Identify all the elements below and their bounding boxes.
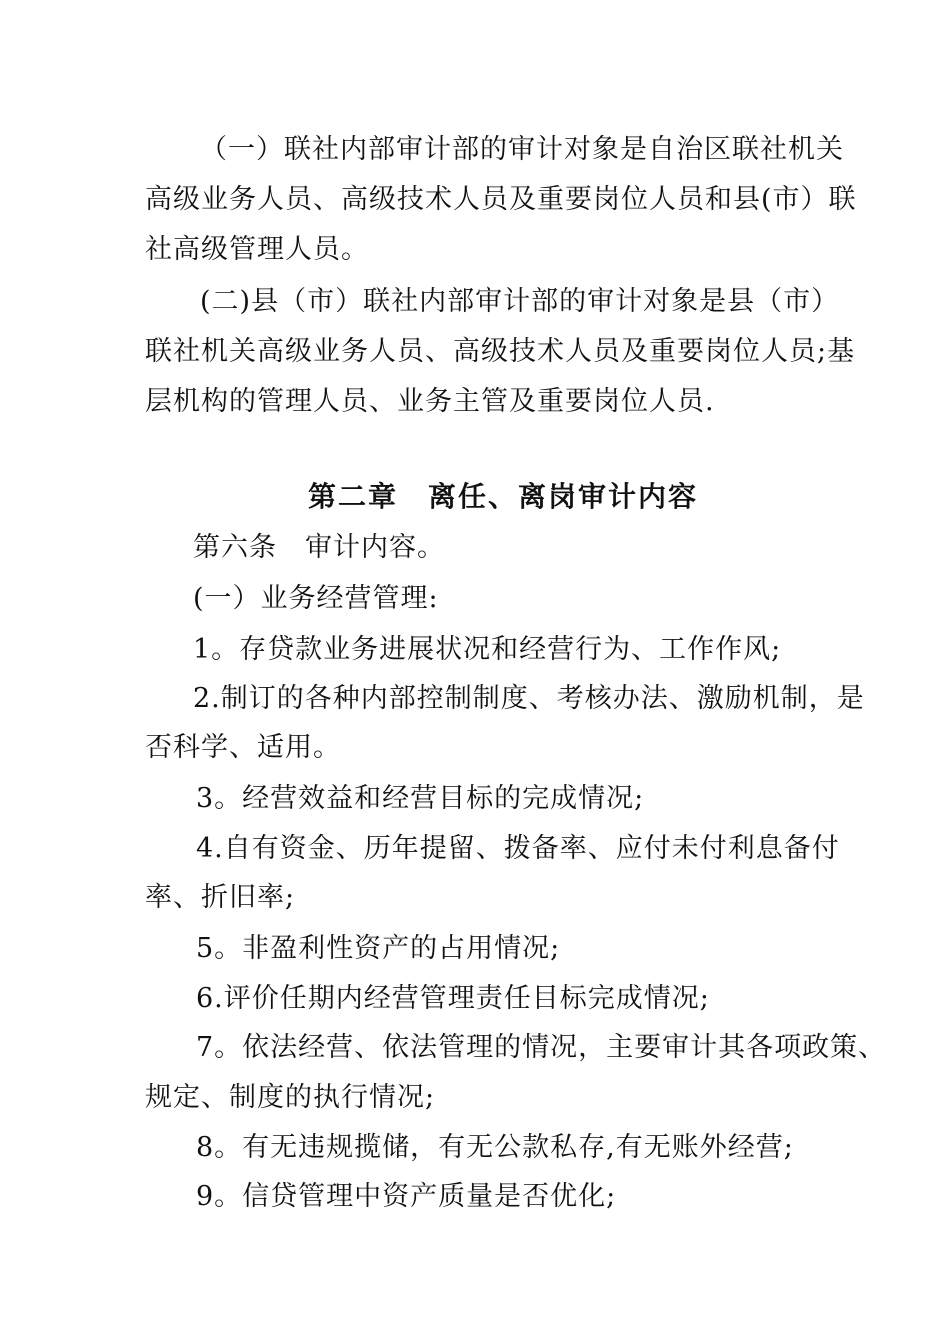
item-5 <box>0 924 950 974</box>
paragraph-1-line-3 <box>0 225 950 275</box>
text-line: 联社机关高级业务人员、高级技术人员及重要岗位人员;基 <box>145 336 856 367</box>
text-line: (二)县（市）联社内部审计部的审计对象是县（市） <box>200 286 840 317</box>
paragraph-1-line-2 <box>0 175 950 225</box>
text-line: 8。有无违规揽储，有无公款私存,有无账外经营; <box>196 1132 794 1163</box>
text-line: 社高级管理人员。 <box>145 234 369 265</box>
item-4-line-2 <box>0 873 950 923</box>
text-line: 高级业务人员、高级技术人员及重要岗位人员和县(市）联 <box>145 184 857 215</box>
section-1-title <box>0 574 950 624</box>
item-2-line-1 <box>0 674 950 724</box>
text-line: 4.自有资金、历年提留、拨备率、应付未付利息备付 <box>196 833 840 864</box>
text-line: 规定、制度的执行情况; <box>145 1082 436 1113</box>
paragraph-1-line-1 <box>0 125 950 175</box>
text-line: 9。信贷管理中资产质量是否优化; <box>196 1181 617 1212</box>
text-line: 7。依法经营、依法管理的情况，主要审计其各项政策、 <box>196 1032 887 1063</box>
item-8 <box>0 1123 950 1173</box>
text-line: 否科学、适用。 <box>145 732 341 763</box>
item-7-line-2 <box>0 1073 950 1123</box>
item-9 <box>0 1172 950 1222</box>
text-line: 率、折旧率; <box>145 882 296 913</box>
article-6 <box>0 523 950 573</box>
text-line: 1。存贷款业务进展状况和经营行为、工作作风; <box>193 634 782 665</box>
chapter-heading <box>0 472 950 522</box>
text-line: 2.制订的各种内部控制制度、考核办法、激励机制，是 <box>193 683 865 714</box>
item-4-line-1 <box>0 824 950 874</box>
item-1 <box>0 625 950 675</box>
text-line: 5。非盈利性资产的占用情况; <box>196 933 561 964</box>
item-3 <box>0 774 950 824</box>
paragraph-2-line-1 <box>0 277 950 327</box>
paragraph-2-line-3 <box>0 377 950 427</box>
item-6 <box>0 974 950 1024</box>
item-2-line-2 <box>0 723 950 773</box>
text-line: （一）联社内部审计部的审计对象是自治区联社机关 <box>200 134 844 165</box>
item-7-line-1 <box>0 1023 950 1073</box>
paragraph-2-line-2 <box>0 327 950 377</box>
text-line: 3。经营效益和经营目标的完成情况; <box>196 783 645 814</box>
text-line: (一）业务经营管理: <box>193 583 439 614</box>
heading-text: 第二章 离任、离岗审计内容 <box>308 480 699 513</box>
text-line: 6.评价任期内经营管理责任目标完成情况; <box>196 983 710 1014</box>
text-line: 层机构的管理人员、业务主管及重要岗位人员. <box>145 386 715 417</box>
text-line: 第六条 审计内容。 <box>193 532 445 563</box>
